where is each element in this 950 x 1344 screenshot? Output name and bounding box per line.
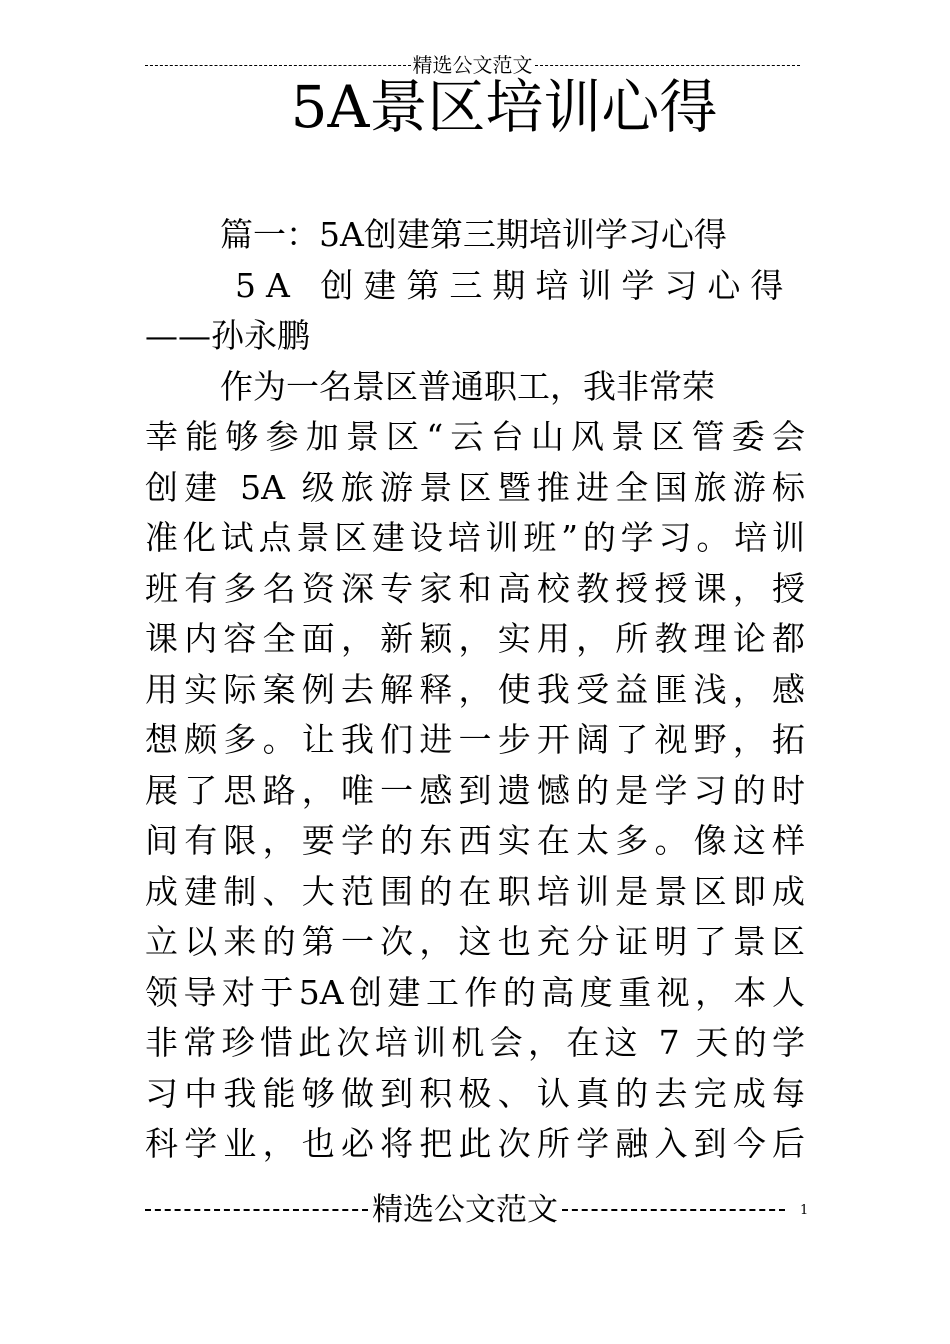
paragraph-line: 科学业，也必将把此次所学融入到今后 (145, 1124, 805, 1163)
paragraph-line: 领导对于5A创建工作的高度重视，本人 (145, 972, 805, 1012)
paragraph-line: 立以来的第一次，这也充分证明了景区 (145, 922, 805, 961)
footer-label: 精选公文范文 (372, 1192, 558, 1228)
paragraph-line: 展了思路，唯一感到遗憾的是学习的时 (145, 770, 805, 810)
paragraph-line: 习中我能够做到积极、认真的去完成每 (145, 1073, 805, 1113)
paragraph-line: 成建制、大范围的在职培训是景区即成 (145, 871, 805, 911)
page-number: 1 (800, 1203, 809, 1218)
document-title: 5A景区培训心得 (290, 73, 718, 141)
article-heading: 篇一：5A创建第三期培训学习心得 (220, 215, 727, 254)
header-dash-right (535, 65, 801, 66)
paragraph-line: 创建 5A 级旅游景区暨推进全国旅游标 (145, 467, 805, 507)
paragraph-line: 用实际案例去解释，使我受益匪浅，感 (145, 669, 805, 709)
page-footer (145, 1188, 785, 1232)
paragraph-line: 准化试点景区建设培训班”的学习。培训 (145, 518, 805, 557)
footer-dash-right (562, 1209, 785, 1211)
header-label: 精选公文范文 (412, 53, 533, 77)
paragraph-line: 非常珍惜此次培训机会，在这 7 天的学 (145, 1023, 805, 1062)
paragraph-line: 幸能够参加景区“云台山风景区管委会 (145, 417, 805, 456)
paragraph-line: 间有限，要学的东西实在太多。像这样 (145, 821, 805, 860)
footer-dash-left (145, 1209, 368, 1211)
paragraph-line: 班有多名资深专家和高校教授授课，授 (145, 568, 805, 608)
document-body (145, 210, 805, 1170)
paragraph-line: 想颇多。让我们进一步开阔了视野，拓 (145, 720, 805, 759)
header-dash-left (145, 65, 411, 66)
paragraph-line: 作为一名景区普通职工，我非常荣 (220, 366, 715, 406)
article-subheading: 5A 创建第三期培训学习心得 (235, 265, 794, 305)
article-author: ——孙永鹏 (145, 316, 310, 355)
paragraph-line: 课内容全面，新颖，实用，所教理论都 (145, 619, 805, 658)
